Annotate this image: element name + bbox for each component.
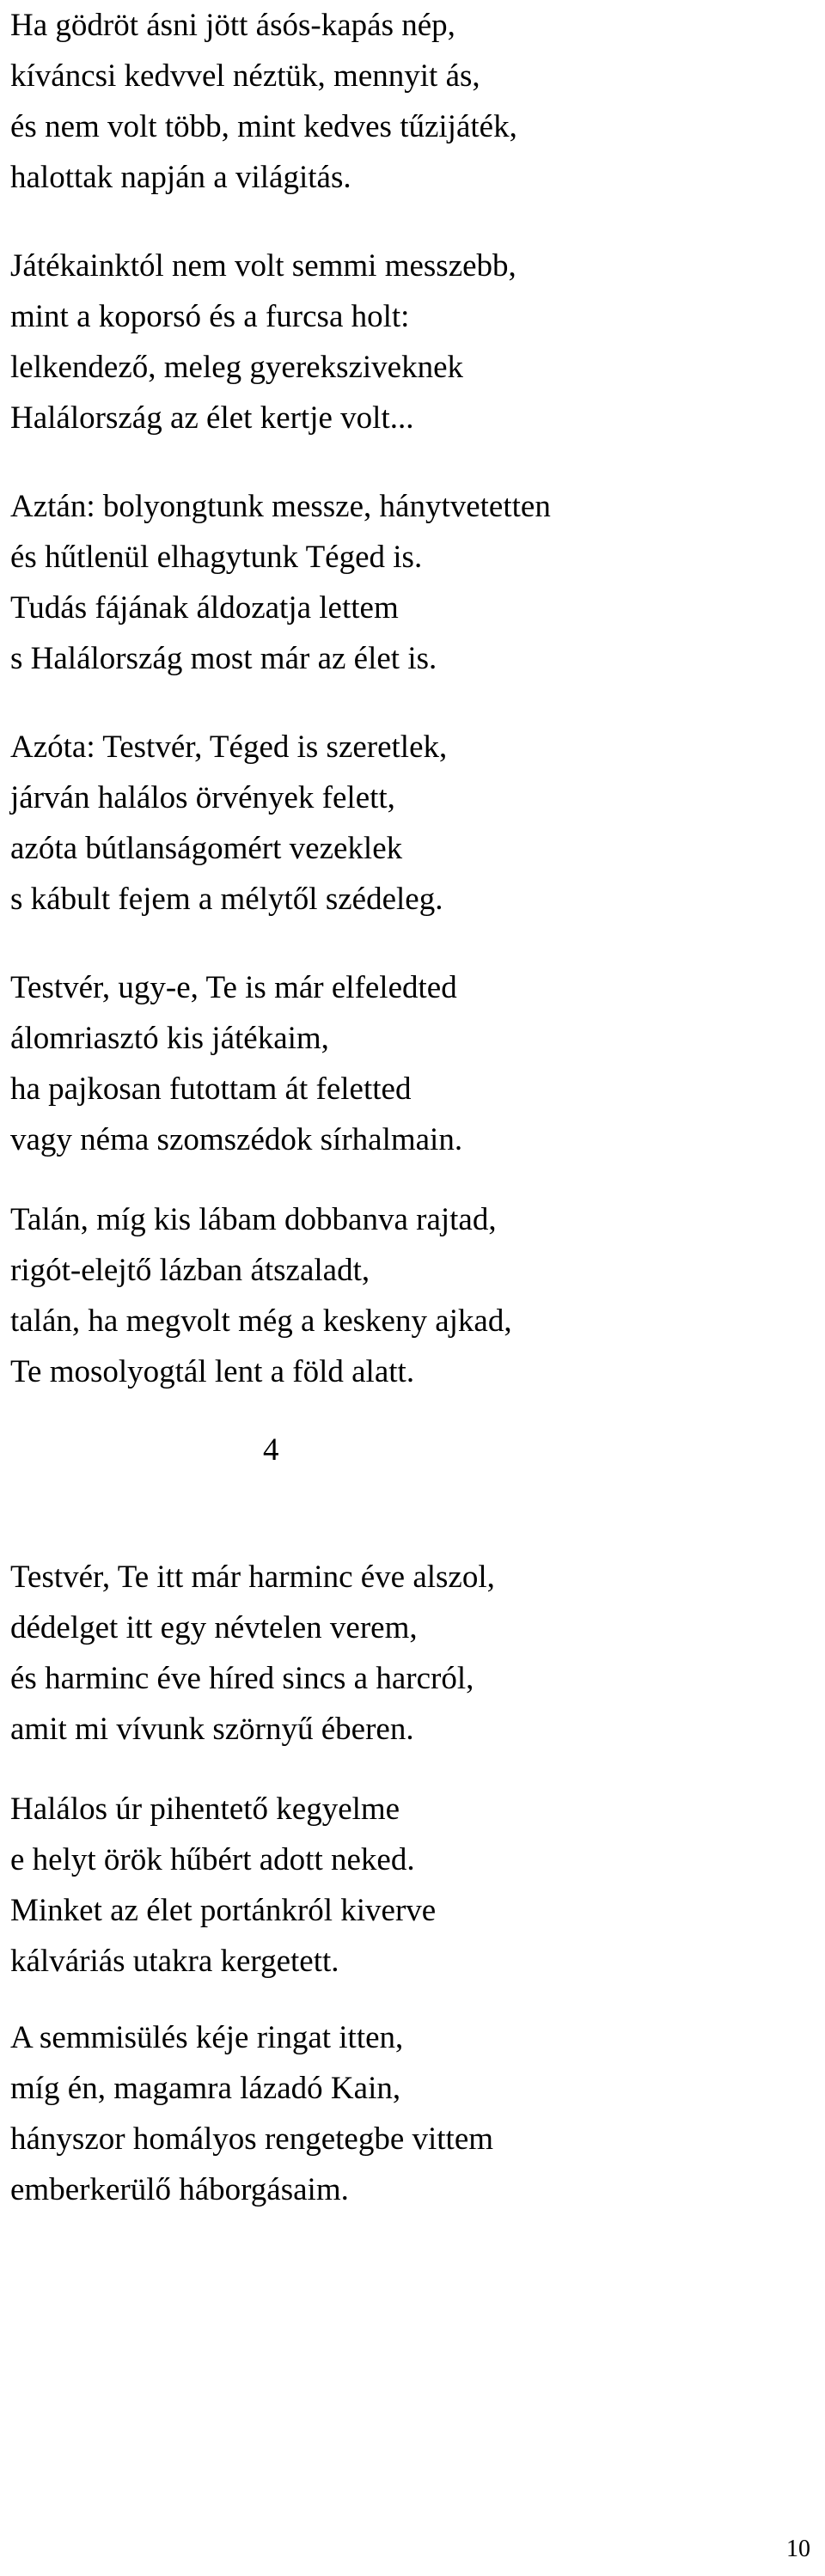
verse-line: hányszor homályos rengetegbe vittem [10,2121,494,2157]
verse-line: kíváncsi kedvvel néztük, mennyit ás, [10,58,480,94]
verse-line: Tudás fájának áldozatja lettem [10,590,399,626]
verse-line: és hűtlenül elhagytunk Téged is. [10,540,423,575]
verse-line: amit mi vívunk szörnyű éberen. [10,1712,414,1747]
verse-line: kálváriás utakra kergetett. [10,1944,339,1979]
verse-line: halottak napján a világitás. [10,160,351,195]
verse-line: A semmisülés kéje ringat itten, [10,2020,404,2055]
verse-line: Minket az élet portánkról kiverve [10,1893,437,1928]
verse-line: azóta bútlanságomért vezeklek [10,831,403,866]
verse-line: rigót-elejtő lázban átszaladt, [10,1253,370,1288]
verse-line: talán, ha megvolt még a keskeny ajkad, [10,1303,512,1339]
verse-line: Azóta: Testvér, Téged is szeretlek, [10,729,448,765]
stanza-8 [10,1784,801,1987]
verse-line: vagy néma szomszédok sírhalmain. [10,1122,463,1157]
stanza-9 [10,2012,801,2215]
verse-line: és nem volt több, mint kedves tűzijáték, [10,109,517,144]
verse-line: emberkerülő háborgásaim. [10,2172,349,2207]
verse-line: Játékainktól nem volt semmi messzebb, [10,248,516,284]
verse-line: Testvér, Te itt már harminc éve alszol, [10,1560,495,1595]
verse-line: Ha gödröt ásni jött ásós-kapás nép, [10,8,455,43]
verse-line: s Halálország most már az élet is. [10,641,437,676]
verse-line: Te mosolyogtál lent a föld alatt. [10,1354,415,1389]
verse-line: álomriasztó kis játékaim, [10,1021,329,1056]
verse-line: Testvér, ugy-e, Te is már elfeledted [10,970,457,1005]
verse-line: s kábult fejem a mélytől szédeleg. [10,882,443,917]
verse-line: Halálos úr pihentető kegyelme [10,1792,400,1827]
verse-line: lelkendező, meleg gyereksziveknek [10,350,464,385]
verse-line: míg én, magamra lázadó Kain, [10,2071,401,2106]
stanza-4 [10,722,801,925]
verse-line: és harminc éve híred sincs a harcról, [10,1661,474,1696]
stanza-6 [10,1194,801,1397]
verse-line: járván halálos örvények felett, [10,780,395,815]
verse-line: Aztán: bolyongtunk messze, hánytvetetten [10,489,551,524]
section-number: 4 [263,1432,279,1468]
verse-line: mint a koporsó és a furcsa holt: [10,299,410,334]
verse-line: Talán, míg kis lábam dobbanva rajtad, [10,1202,497,1237]
stanza-2 [10,241,801,443]
verse-line: e helyt örök hűbért adott neked. [10,1842,415,1877]
stanza-1 [10,0,801,203]
verse-line: dédelget itt egy névtelen verem, [10,1610,418,1645]
stanza-7 [10,1552,801,1755]
verse-line: Halálország az élet kertje volt... [10,400,414,436]
stanza-5 [10,962,801,1165]
stanza-3 [10,481,801,684]
verse-line: ha pajkosan futottam át feletted [10,1071,412,1107]
page-number: 10 [786,2536,810,2562]
